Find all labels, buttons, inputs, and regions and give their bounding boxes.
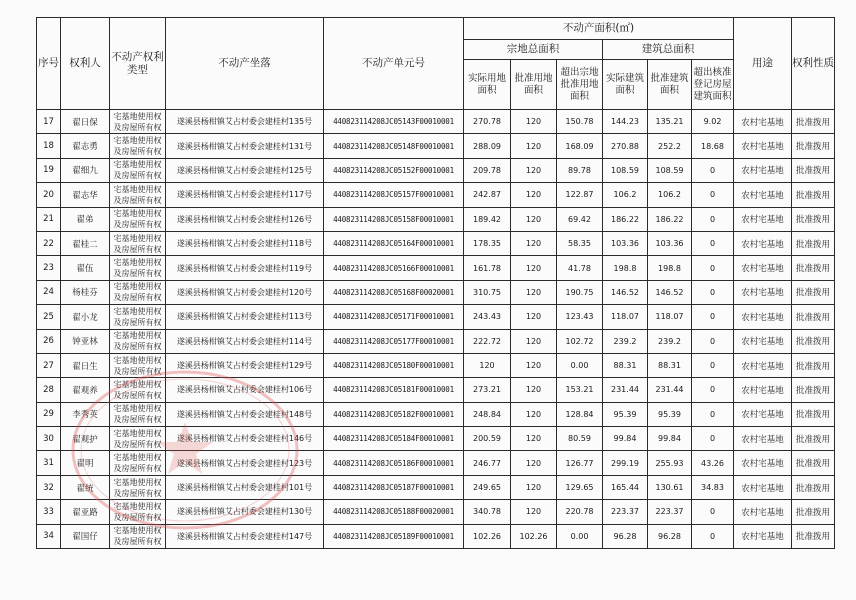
header-building-group: 建筑总面积 xyxy=(603,40,734,60)
cell-nature: 批准拨用 xyxy=(792,353,835,377)
cell-land-actual: 200.59 xyxy=(464,427,511,451)
cell-land-excess: 123.43 xyxy=(557,305,603,329)
cell-building-approved: 95.39 xyxy=(648,402,692,426)
cell-seq: 31 xyxy=(37,451,61,475)
cell-unit-no: 440823114208JC05166F00010001 xyxy=(324,256,464,280)
cell-location: 遂溪县杨柑镇艾占村委会建桂村114号 xyxy=(166,329,324,353)
cell-holder: 翟小龙 xyxy=(61,305,110,329)
cell-holder: 翟统 xyxy=(61,475,110,499)
cell-right-type: 宅基地使用权及房屋所有权 xyxy=(110,110,166,134)
cell-seq: 30 xyxy=(37,427,61,451)
cell-building-approved: 239.2 xyxy=(648,329,692,353)
cell-land-actual: 189.42 xyxy=(464,207,511,231)
cell-unit-no: 440823114208JC05189F00010001 xyxy=(324,524,464,548)
cell-nature: 批准拨用 xyxy=(792,427,835,451)
cell-seq: 23 xyxy=(37,256,61,280)
cell-location: 遂溪县杨柑镇艾占村委会建桂村106号 xyxy=(166,378,324,402)
cell-right-type: 宅基地使用权及房屋所有权 xyxy=(110,524,166,548)
cell-right-type: 宅基地使用权及房屋所有权 xyxy=(110,207,166,231)
cell-land-approved: 120 xyxy=(511,427,557,451)
cell-location: 遂溪县杨柑镇艾占村委会建桂村120号 xyxy=(166,280,324,304)
cell-seq: 21 xyxy=(37,207,61,231)
cell-building-excess: 0 xyxy=(692,256,734,280)
cell-land-actual: 102.26 xyxy=(464,524,511,548)
cell-use: 农村宅基地 xyxy=(734,353,792,377)
cell-land-excess: 220.78 xyxy=(557,500,603,524)
cell-location: 遂溪县杨柑镇艾占村委会建桂村146号 xyxy=(166,427,324,451)
cell-nature: 批准拨用 xyxy=(792,110,835,134)
table-row xyxy=(37,402,835,426)
cell-building-approved: 255.93 xyxy=(648,451,692,475)
cell-nature: 批准拨用 xyxy=(792,231,835,255)
cell-building-approved: 231.44 xyxy=(648,378,692,402)
cell-location: 遂溪县杨柑镇艾占村委会建桂村119号 xyxy=(166,256,324,280)
cell-land-excess: 153.21 xyxy=(557,378,603,402)
cell-building-excess: 0 xyxy=(692,524,734,548)
cell-building-excess: 34.83 xyxy=(692,475,734,499)
table-body xyxy=(37,110,835,549)
cell-unit-no: 440823114208JC05188F00020001 xyxy=(324,500,464,524)
cell-unit-no: 440823114208JC05171F00010001 xyxy=(324,305,464,329)
cell-land-actual: 178.35 xyxy=(464,231,511,255)
cell-use: 农村宅基地 xyxy=(734,110,792,134)
table-row xyxy=(37,451,835,475)
cell-building-approved: 146.52 xyxy=(648,280,692,304)
cell-building-approved: 106.2 xyxy=(648,183,692,207)
cell-land-approved: 120 xyxy=(511,207,557,231)
cell-location: 遂溪县杨柑镇艾占村委会建桂村118号 xyxy=(166,231,324,255)
cell-building-excess: 0 xyxy=(692,305,734,329)
cell-use: 农村宅基地 xyxy=(734,305,792,329)
cell-holder: 杨桂芬 xyxy=(61,280,110,304)
table-row xyxy=(37,231,835,255)
cell-location: 遂溪县杨柑镇艾占村委会建桂村135号 xyxy=(166,110,324,134)
cell-land-actual: 222.72 xyxy=(464,329,511,353)
cell-land-excess: 58.35 xyxy=(557,231,603,255)
cell-nature: 批准拨用 xyxy=(792,451,835,475)
table-row xyxy=(37,524,835,548)
cell-use: 农村宅基地 xyxy=(734,256,792,280)
cell-right-type: 宅基地使用权及房屋所有权 xyxy=(110,134,166,158)
table-row xyxy=(37,183,835,207)
table-row xyxy=(37,256,835,280)
cell-building-approved: 135.21 xyxy=(648,110,692,134)
table-row xyxy=(37,353,835,377)
cell-land-approved: 120 xyxy=(511,329,557,353)
cell-use: 农村宅基地 xyxy=(734,427,792,451)
cell-land-approved: 120 xyxy=(511,183,557,207)
cell-nature: 批准拨用 xyxy=(792,207,835,231)
cell-land-approved: 120 xyxy=(511,378,557,402)
cell-holder: 翟亚路 xyxy=(61,500,110,524)
cell-seq: 28 xyxy=(37,378,61,402)
cell-use: 农村宅基地 xyxy=(734,524,792,548)
table-row xyxy=(37,158,835,182)
cell-building-approved: 252.2 xyxy=(648,134,692,158)
cell-holder: 翟国仔 xyxy=(61,524,110,548)
cell-location: 遂溪县杨柑镇艾占村委会建桂村123号 xyxy=(166,451,324,475)
cell-right-type: 宅基地使用权及房屋所有权 xyxy=(110,158,166,182)
cell-seq: 24 xyxy=(37,280,61,304)
cell-building-actual: 270.88 xyxy=(603,134,648,158)
cell-building-excess: 43.26 xyxy=(692,451,734,475)
cell-holder: 钟亚林 xyxy=(61,329,110,353)
cell-unit-no: 440823114208JC05187F00010001 xyxy=(324,475,464,499)
cell-nature: 批准拨用 xyxy=(792,134,835,158)
cell-nature: 批准拨用 xyxy=(792,305,835,329)
cell-location: 遂溪县杨柑镇艾占村委会建桂村148号 xyxy=(166,402,324,426)
header-seq: 序号 xyxy=(37,18,61,110)
table-row xyxy=(37,207,835,231)
cell-building-approved: 88.31 xyxy=(648,353,692,377)
cell-land-actual: 288.09 xyxy=(464,134,511,158)
cell-building-actual: 118.07 xyxy=(603,305,648,329)
cell-location: 遂溪县杨柑镇艾占村委会建桂村131号 xyxy=(166,134,324,158)
cell-building-actual: 146.52 xyxy=(603,280,648,304)
cell-use: 农村宅基地 xyxy=(734,402,792,426)
cell-building-approved: 223.37 xyxy=(648,500,692,524)
cell-building-approved: 108.59 xyxy=(648,158,692,182)
cell-right-type: 宅基地使用权及房屋所有权 xyxy=(110,280,166,304)
cell-holder: 翟日保 xyxy=(61,110,110,134)
cell-seq: 34 xyxy=(37,524,61,548)
table-row xyxy=(37,305,835,329)
cell-building-approved: 96.28 xyxy=(648,524,692,548)
cell-holder: 翟弟 xyxy=(61,207,110,231)
cell-seq: 20 xyxy=(37,183,61,207)
cell-building-actual: 108.59 xyxy=(603,158,648,182)
cell-land-excess: 168.09 xyxy=(557,134,603,158)
table-row xyxy=(37,280,835,304)
cell-land-actual: 249.65 xyxy=(464,475,511,499)
cell-holder: 翟桂二 xyxy=(61,231,110,255)
header-unit-no: 不动产单元号 xyxy=(324,18,464,110)
cell-land-actual: 340.78 xyxy=(464,500,511,524)
cell-land-actual: 120 xyxy=(464,353,511,377)
cell-building-excess: 0 xyxy=(692,207,734,231)
cell-land-actual: 161.78 xyxy=(464,256,511,280)
cell-land-approved: 120 xyxy=(511,134,557,158)
cell-right-type: 宅基地使用权及房屋所有权 xyxy=(110,500,166,524)
cell-building-actual: 95.39 xyxy=(603,402,648,426)
cell-use: 农村宅基地 xyxy=(734,183,792,207)
cell-building-approved: 130.61 xyxy=(648,475,692,499)
cell-unit-no: 440823114208JC05152F00010001 xyxy=(324,158,464,182)
cell-holder: 翟日生 xyxy=(61,353,110,377)
cell-land-approved: 120 xyxy=(511,475,557,499)
cell-land-approved: 120 xyxy=(511,110,557,134)
cell-land-excess: 89.78 xyxy=(557,158,603,182)
cell-holder: 李秀英 xyxy=(61,402,110,426)
cell-right-type: 宅基地使用权及房屋所有权 xyxy=(110,329,166,353)
cell-land-approved: 120 xyxy=(511,280,557,304)
cell-unit-no: 440823114208JC05177F00010001 xyxy=(324,329,464,353)
table-row xyxy=(37,134,835,158)
cell-location: 遂溪县杨柑镇艾占村委会建桂村113号 xyxy=(166,305,324,329)
cell-nature: 批准拨用 xyxy=(792,524,835,548)
cell-unit-no: 440823114208JC05143F00010001 xyxy=(324,110,464,134)
cell-unit-no: 440823114208JC05184F00010001 xyxy=(324,427,464,451)
cell-land-excess: 150.78 xyxy=(557,110,603,134)
cell-land-excess: 126.77 xyxy=(557,451,603,475)
header-land-approved: 批准用地面积 xyxy=(511,60,557,110)
cell-nature: 批准拨用 xyxy=(792,256,835,280)
cell-land-excess: 0.00 xyxy=(557,524,603,548)
cell-land-excess: 122.87 xyxy=(557,183,603,207)
cell-unit-no: 440823114208JC05157F00010001 xyxy=(324,183,464,207)
cell-land-excess: 80.59 xyxy=(557,427,603,451)
cell-seq: 29 xyxy=(37,402,61,426)
cell-building-approved: 198.8 xyxy=(648,256,692,280)
cell-land-actual: 248.84 xyxy=(464,402,511,426)
cell-holder: 翟志华 xyxy=(61,183,110,207)
cell-land-actual: 270.78 xyxy=(464,110,511,134)
cell-land-approved: 120 xyxy=(511,402,557,426)
cell-right-type: 宅基地使用权及房屋所有权 xyxy=(110,402,166,426)
cell-holder: 翟细九 xyxy=(61,158,110,182)
cell-seq: 25 xyxy=(37,305,61,329)
cell-location: 遂溪县杨柑镇艾占村委会建桂村101号 xyxy=(166,475,324,499)
cell-land-approved: 120 xyxy=(511,305,557,329)
cell-building-actual: 231.44 xyxy=(603,378,648,402)
cell-use: 农村宅基地 xyxy=(734,500,792,524)
cell-unit-no: 440823114208JC05168F00020001 xyxy=(324,280,464,304)
cell-land-excess: 41.78 xyxy=(557,256,603,280)
cell-right-type: 宅基地使用权及房屋所有权 xyxy=(110,378,166,402)
cell-building-excess: 0 xyxy=(692,329,734,353)
cell-land-excess: 69.42 xyxy=(557,207,603,231)
header-holder: 权利人 xyxy=(61,18,110,110)
cell-building-excess: 0 xyxy=(692,231,734,255)
header-right-type: 不动产权利类型 xyxy=(110,18,166,110)
cell-unit-no: 440823114208JC05180F00010001 xyxy=(324,353,464,377)
cell-unit-no: 440823114208JC05182F00010001 xyxy=(324,402,464,426)
cell-use: 农村宅基地 xyxy=(734,475,792,499)
cell-land-actual: 246.77 xyxy=(464,451,511,475)
cell-building-actual: 103.36 xyxy=(603,231,648,255)
header-land-actual: 实际用地面积 xyxy=(464,60,511,110)
cell-land-excess: 129.65 xyxy=(557,475,603,499)
header-building-approved: 批准建筑面积 xyxy=(648,60,692,110)
table-row xyxy=(37,427,835,451)
cell-use: 农村宅基地 xyxy=(734,280,792,304)
cell-nature: 批准拨用 xyxy=(792,280,835,304)
cell-right-type: 宅基地使用权及房屋所有权 xyxy=(110,451,166,475)
cell-building-actual: 106.2 xyxy=(603,183,648,207)
cell-unit-no: 440823114208JC05164F00010001 xyxy=(324,231,464,255)
table-row xyxy=(37,329,835,353)
cell-building-approved: 103.36 xyxy=(648,231,692,255)
cell-land-actual: 209.78 xyxy=(464,158,511,182)
cell-holder: 翟观护 xyxy=(61,427,110,451)
cell-land-approved: 120 xyxy=(511,451,557,475)
cell-land-actual: 273.21 xyxy=(464,378,511,402)
cell-building-actual: 99.84 xyxy=(603,427,648,451)
cell-building-excess: 18.68 xyxy=(692,134,734,158)
cell-right-type: 宅基地使用权及房屋所有权 xyxy=(110,305,166,329)
cell-building-actual: 186.22 xyxy=(603,207,648,231)
cell-seq: 26 xyxy=(37,329,61,353)
cell-right-type: 宅基地使用权及房屋所有权 xyxy=(110,353,166,377)
cell-land-actual: 243.43 xyxy=(464,305,511,329)
cell-holder: 翟志勇 xyxy=(61,134,110,158)
cell-land-approved: 102.26 xyxy=(511,524,557,548)
cell-use: 农村宅基地 xyxy=(734,378,792,402)
cell-building-excess: 9.02 xyxy=(692,110,734,134)
cell-land-excess: 190.75 xyxy=(557,280,603,304)
cell-building-actual: 198.8 xyxy=(603,256,648,280)
cell-seq: 32 xyxy=(37,475,61,499)
header-nature: 权利性质 xyxy=(792,18,835,110)
cell-holder: 翟伍 xyxy=(61,256,110,280)
header-building-actual: 实际建筑面积 xyxy=(603,60,648,110)
cell-land-excess: 128.84 xyxy=(557,402,603,426)
cell-location: 遂溪县杨柑镇艾占村委会建桂村117号 xyxy=(166,183,324,207)
cell-unit-no: 440823114208JC05181F00010001 xyxy=(324,378,464,402)
cell-seq: 27 xyxy=(37,353,61,377)
cell-location: 遂溪县杨柑镇艾占村委会建桂村130号 xyxy=(166,500,324,524)
cell-use: 农村宅基地 xyxy=(734,158,792,182)
header-area-group: 不动产面积(㎡) xyxy=(464,18,734,40)
cell-nature: 批准拨用 xyxy=(792,500,835,524)
header-land-group: 宗地总面积 xyxy=(464,40,603,60)
cell-unit-no: 440823114208JC05158F00010001 xyxy=(324,207,464,231)
cell-location: 遂溪县杨柑镇艾占村委会建桂村147号 xyxy=(166,524,324,548)
cell-nature: 批准拨用 xyxy=(792,183,835,207)
cell-building-approved: 99.84 xyxy=(648,427,692,451)
header-use: 用途 xyxy=(734,18,792,110)
cell-land-actual: 242.87 xyxy=(464,183,511,207)
cell-building-excess: 0 xyxy=(692,378,734,402)
cell-unit-no: 440823114208JC05186F00010001 xyxy=(324,451,464,475)
cell-right-type: 宅基地使用权及房屋所有权 xyxy=(110,183,166,207)
cell-right-type: 宅基地使用权及房屋所有权 xyxy=(110,427,166,451)
table-row xyxy=(37,378,835,402)
cell-seq: 19 xyxy=(37,158,61,182)
cell-land-approved: 120 xyxy=(511,158,557,182)
cell-building-approved: 186.22 xyxy=(648,207,692,231)
cell-nature: 批准拨用 xyxy=(792,402,835,426)
cell-building-excess: 0 xyxy=(692,158,734,182)
cell-building-excess: 0 xyxy=(692,280,734,304)
cell-building-excess: 0 xyxy=(692,353,734,377)
cell-use: 农村宅基地 xyxy=(734,231,792,255)
cell-use: 农村宅基地 xyxy=(734,134,792,158)
cell-building-excess: 0 xyxy=(692,402,734,426)
cell-location: 遂溪县杨柑镇艾占村委会建桂村125号 xyxy=(166,158,324,182)
cell-use: 农村宅基地 xyxy=(734,207,792,231)
cell-seq: 18 xyxy=(37,134,61,158)
cell-land-approved: 120 xyxy=(511,500,557,524)
cell-building-actual: 144.23 xyxy=(603,110,648,134)
cell-building-excess: 0 xyxy=(692,500,734,524)
cell-location: 遂溪县杨柑镇艾占村委会建桂村129号 xyxy=(166,353,324,377)
cell-right-type: 宅基地使用权及房屋所有权 xyxy=(110,256,166,280)
cell-holder: 翟观养 xyxy=(61,378,110,402)
cell-land-actual: 310.75 xyxy=(464,280,511,304)
header-location: 不动产坐落 xyxy=(166,18,324,110)
cell-land-excess: 0.00 xyxy=(557,353,603,377)
cell-location: 遂溪县杨柑镇艾占村委会建桂村126号 xyxy=(166,207,324,231)
cell-nature: 批准拨用 xyxy=(792,378,835,402)
cell-land-excess: 102.72 xyxy=(557,329,603,353)
cell-seq: 17 xyxy=(37,110,61,134)
cell-building-actual: 88.31 xyxy=(603,353,648,377)
cell-unit-no: 440823114208JC05148F00010001 xyxy=(324,134,464,158)
cell-land-approved: 120 xyxy=(511,231,557,255)
cell-holder: 翟明 xyxy=(61,451,110,475)
cell-building-actual: 96.28 xyxy=(603,524,648,548)
cell-land-approved: 120 xyxy=(511,353,557,377)
cell-right-type: 宅基地使用权及房屋所有权 xyxy=(110,475,166,499)
cell-seq: 22 xyxy=(37,231,61,255)
cell-building-actual: 239.2 xyxy=(603,329,648,353)
header-building-excess: 超出核准登记房屋建筑面积 xyxy=(692,60,734,110)
cell-use: 农村宅基地 xyxy=(734,451,792,475)
cell-building-excess: 0 xyxy=(692,183,734,207)
cell-seq: 33 xyxy=(37,500,61,524)
cell-nature: 批准拨用 xyxy=(792,329,835,353)
cell-building-actual: 299.19 xyxy=(603,451,648,475)
table-row xyxy=(37,475,835,499)
table-row xyxy=(37,110,835,134)
table-row xyxy=(37,500,835,524)
cell-building-actual: 223.37 xyxy=(603,500,648,524)
cell-use: 农村宅基地 xyxy=(734,329,792,353)
cell-building-excess: 0 xyxy=(692,427,734,451)
cell-right-type: 宅基地使用权及房屋所有权 xyxy=(110,231,166,255)
header-land-excess: 超出宗地批准用地面积 xyxy=(557,60,603,110)
registration-table xyxy=(36,17,835,549)
cell-nature: 批准拨用 xyxy=(792,158,835,182)
cell-building-approved: 118.07 xyxy=(648,305,692,329)
cell-land-approved: 120 xyxy=(511,256,557,280)
cell-building-actual: 165.44 xyxy=(603,475,648,499)
cell-nature: 批准拨用 xyxy=(792,475,835,499)
